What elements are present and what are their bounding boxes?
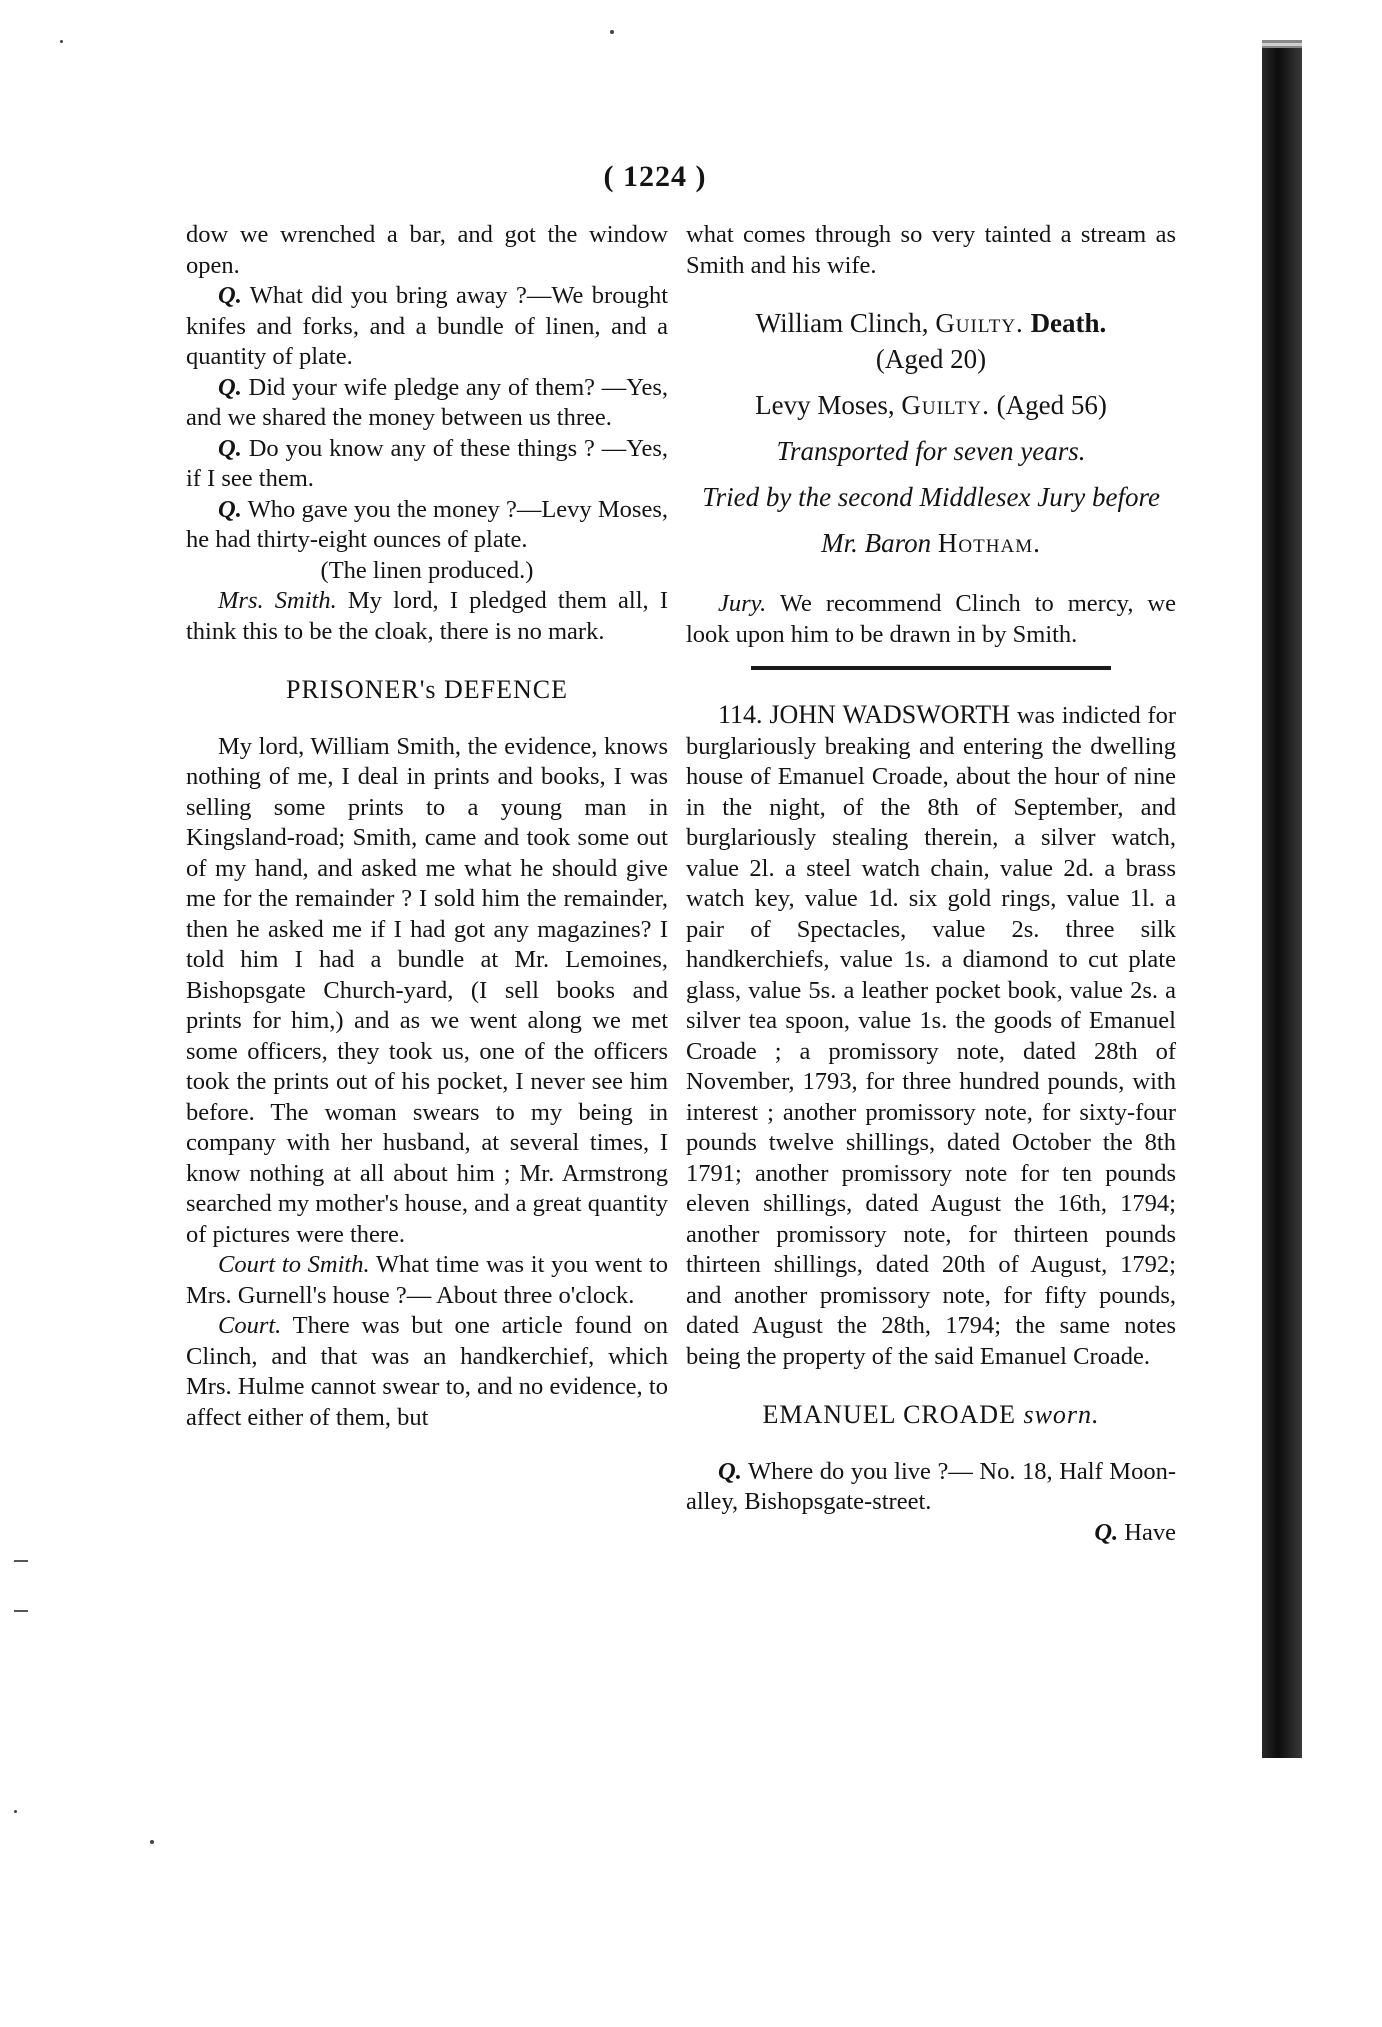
question-mark: Q. <box>218 434 242 462</box>
case-paragraph <box>686 700 1176 1372</box>
testimony-text: My lord, I pledged them all, I think this to be the cloak, there is no mark. <box>186 587 668 645</box>
section-rule <box>751 666 1111 670</box>
case-number: 114. <box>718 700 763 729</box>
witness-name: EMANUEL CROADE <box>762 1400 1016 1429</box>
defendant-name: William Clinch, <box>755 308 929 338</box>
spacer <box>686 281 1176 299</box>
page-number: ( 1224 ) <box>603 160 707 193</box>
speaker: Mrs. Smith. <box>218 587 337 614</box>
scan-binding-edge <box>1262 48 1302 1758</box>
sentence-line: Transported for seven years. <box>776 436 1086 466</box>
speaker: Court to Smith. <box>218 1251 370 1278</box>
question-text: Do you know any of these things ? —Yes, if I see them. <box>186 434 668 492</box>
verdict-line <box>686 305 1176 377</box>
jury-paragraph <box>686 589 1176 650</box>
question-text: Where do you live ?— No. 18, Half Moon-alley, Bishopsgate-street. <box>686 1457 1176 1515</box>
defendant-name: Levy Moses, <box>755 390 895 420</box>
witness-heading <box>686 1400 1176 1431</box>
jury-text: We recommend Clinch to mercy, we look upon him to be drawn in by Smith. <box>686 590 1176 648</box>
court-line: Tried by the second Middlesex Jury before <box>702 482 1160 512</box>
question-paragraph <box>186 373 668 434</box>
defendant-age: (Aged 56) <box>996 390 1107 420</box>
testimony-paragraph <box>186 586 668 647</box>
scan-edge-mark <box>14 1610 28 1612</box>
question-mark: Q. <box>718 1457 742 1485</box>
testimony-paragraph <box>186 1250 668 1311</box>
testimony-text: There was but one article found on Clinch, and that was an handkerchief, which Mrs. Hulme cannot swear to, and no evidence, to affect either of them, but <box>186 1312 668 1431</box>
case-defendant: JOHN WADSWORTH <box>769 700 1010 729</box>
scan-speck <box>150 1840 154 1844</box>
left-column <box>186 220 668 1433</box>
speaker: Court. <box>218 1312 282 1339</box>
scan-speck <box>60 40 63 43</box>
question-mark: Q. <box>218 495 242 523</box>
question-mark: Q. <box>218 373 242 401</box>
question-paragraph <box>186 495 668 556</box>
verdict: Guilty. <box>901 390 990 420</box>
sentence: Death. <box>1030 308 1107 338</box>
question-mark: Q. <box>218 282 242 309</box>
question-paragraph <box>186 434 668 495</box>
scan-speck <box>14 1810 17 1813</box>
verdict: Guilty. <box>935 308 1024 338</box>
catchword-line <box>686 1518 1176 1549</box>
paragraph: what comes through so very tainted a stream as Smith and his wife. <box>686 221 1176 279</box>
scan-speck <box>610 30 614 34</box>
case-text: was indicted for burglariously breaking and entering the dwelling house of Emanuel Croade, about the hour of nine in the night, of the 8th of September, and burglariously stealing therein, a silver watch, value 2l. a steel watch chain, value 2d. a brass watch key, value 1d. six gold rings, value 1l. a pair of Spectacles, value 2s. three silk handkerchiefs, value 1s. a diamond to cut plate glass, value 5s. a leather pocket book, value 2s. a silver tea spoon, value 1s. the goods of Emanuel Croade ; a promissory note, dated 28th of November, 1793, for three hundred pounds, with interest ; another promissory note, for sixty-four pounds twelve shillings, dated October the 8th 1791; another promissory note for ten pounds eleven shillings, dated August the 16th, 1794; another promissory note, for thirteen pounds thirteen shillings, dated 20th of August, 1792; and another promissory note, for fifty pounds, dated August the 28th, 1794; the same notes being the property of the said Emanuel Croade. <box>686 702 1177 1370</box>
scan-edge-mark <box>14 1560 28 1562</box>
judge-title: Mr. Baron <box>821 528 932 558</box>
section-heading: PRISONER's DEFENCE <box>286 675 568 704</box>
question-text: Did your wife pledge any of them? —Yes, and we shared the money between us three. <box>186 373 668 431</box>
judge-line <box>686 525 1176 561</box>
stage-direction: (The linen produced.) <box>320 556 534 584</box>
question-paragraph <box>686 1457 1176 1518</box>
right-column <box>686 220 1176 1548</box>
testimony-text: What time was it you went to Mrs. Gurnell's house ?— About three o'clock. <box>186 1251 669 1309</box>
testimony-paragraph <box>186 1311 668 1433</box>
question-paragraph <box>186 281 668 373</box>
spacer <box>686 571 1176 589</box>
catchword: Have <box>1124 1518 1176 1546</box>
verdict-line <box>686 387 1176 423</box>
defendant-age: (Aged 20) <box>875 344 987 374</box>
question-text: What did you bring away ?—We brought knifes and forks, and a bundle of linen, and a quantity of plate. <box>186 282 668 370</box>
question-text: Who gave you the money ?—Levy Moses, he had thirty-eight ounces of plate. <box>186 495 668 553</box>
speaker: Jury. <box>718 590 767 617</box>
judge-name: Hotham. <box>937 528 1041 558</box>
witness-sworn: sworn. <box>1023 1400 1100 1429</box>
paragraph: dow we wrenched a bar, and got the window open. <box>186 221 668 279</box>
defence-paragraph: My lord, William Smith, the evidence, knows nothing of me, I deal in prints and books, I was selling some prints to a young man in Kingsland-road; Smith, came and took some out of my hand, and asked me what he should give me for the remainder ? I sold him the remainder, then he asked me if I had got any magazines? I told him I had a bundle at Mr. Lemoines, Bishopsgate Church-yard, (I sell books and prints for him,) and as we went along we met some officers, they took us, one of the officers took the prints out of his pocket, I never see him before. The woman swears to my being in company with her husband, at several times, I know nothing at all about him ; Mr. Armstrong searched my mother's house, and a great quantity of pictures were there. <box>186 732 669 1248</box>
question-mark: Q. <box>1094 1518 1119 1546</box>
